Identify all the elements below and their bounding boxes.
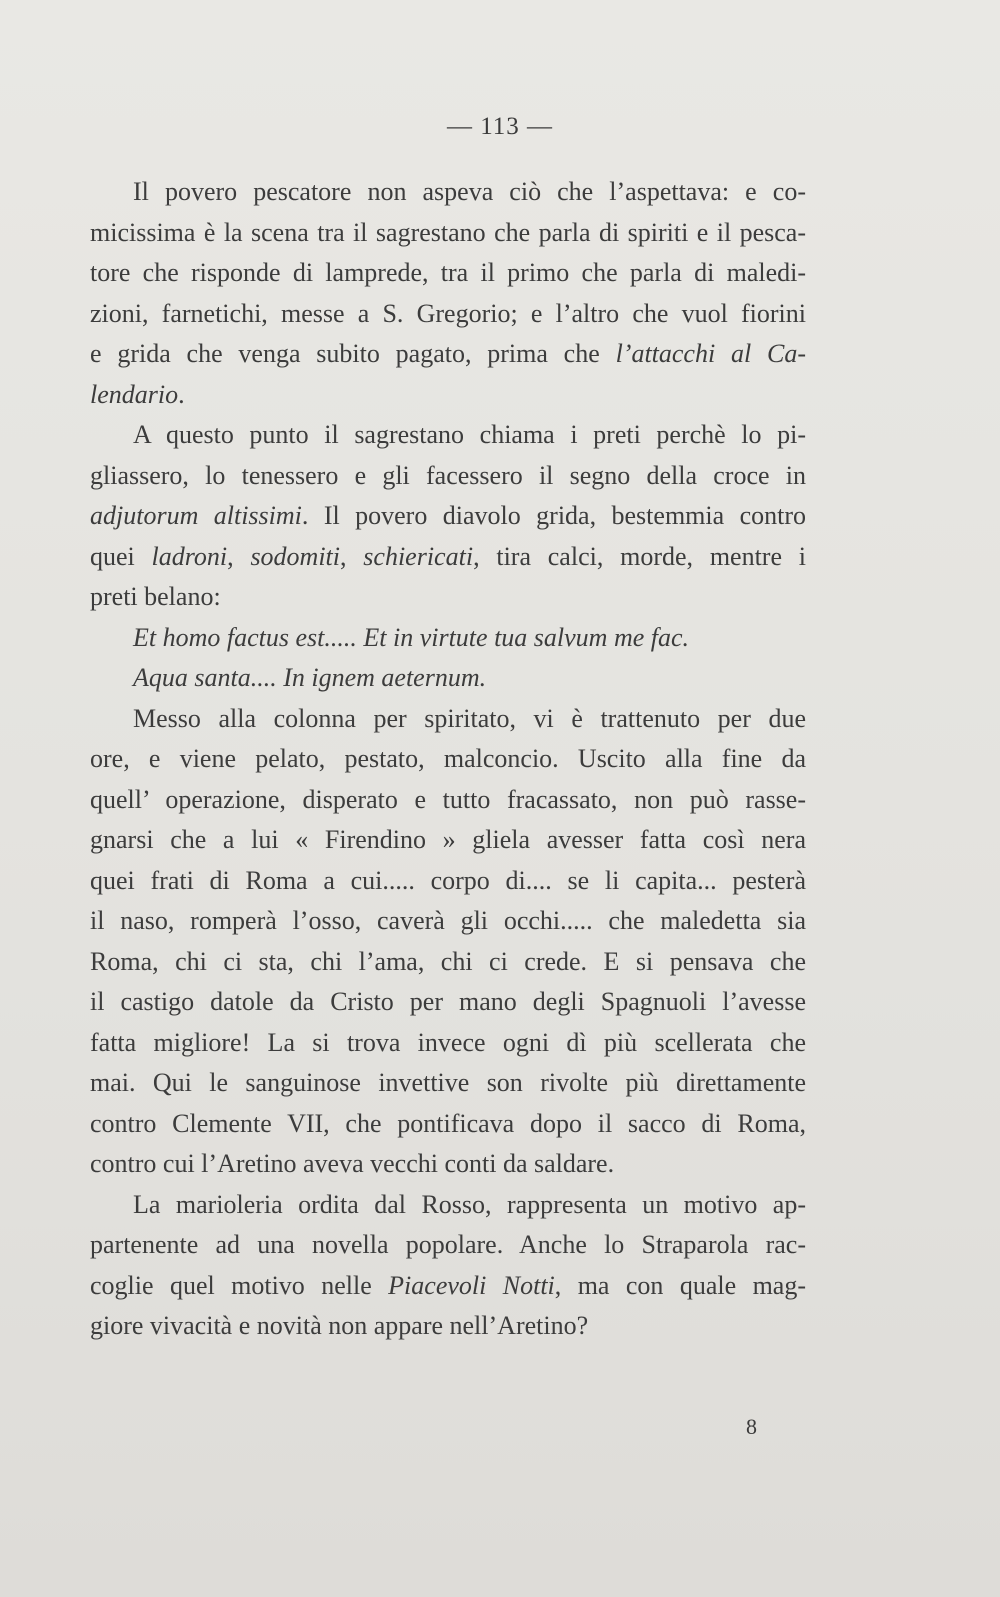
- text-run: , tira calci, morde, mentre i: [473, 541, 806, 571]
- text-run: micissima è la scena tra il sagrestano che parla di spiriti e il pesca-: [90, 217, 806, 247]
- text-run: Messo alla colonna per spiritato, vi è trattenuto per due: [133, 703, 806, 733]
- text-line: [90, 456, 806, 497]
- text-line: [90, 780, 806, 821]
- paragraph: [90, 172, 806, 415]
- text-line: [90, 699, 806, 740]
- paragraph: [90, 1185, 806, 1347]
- text-run: preti belano:: [90, 582, 221, 611]
- text-line: [90, 820, 806, 861]
- text-run: tore che risponde di lamprede, tra il primo che parla di maledi-: [90, 258, 806, 287]
- text-run: quei: [90, 541, 152, 571]
- text-line: [90, 982, 806, 1023]
- text-line: [90, 861, 806, 902]
- signature-mark: 8: [746, 1414, 757, 1439]
- text-line: [90, 415, 806, 456]
- text-run: ore, e viene pelato, pestato, malconcio. Uscito alla fine da: [90, 744, 806, 773]
- italic-text: ladroni: [151, 541, 228, 571]
- text-line: [90, 496, 806, 537]
- text-run: Roma, chi ci sta, chi l’ama, chi ci crede. E si pensava che: [90, 946, 806, 976]
- paragraph: [90, 415, 806, 618]
- text-line: [90, 294, 806, 335]
- italic-text: Aqua santa.... In ignem aeternum.: [133, 663, 487, 692]
- text-line: [90, 658, 806, 699]
- text-run: ,: [227, 541, 251, 571]
- text-line: [90, 213, 806, 254]
- text-line: [90, 739, 806, 780]
- text-run: , ma con quale mag-: [554, 1270, 806, 1300]
- text-line: [90, 537, 806, 578]
- text-run: quei frati di Roma a cui..... corpo di.... se li capita... pesterà: [90, 865, 806, 895]
- italic-text: sodomiti: [250, 541, 341, 571]
- text-run: partenente ad una novella popolare. Anche lo Straparola rac-: [90, 1230, 806, 1259]
- italic-text: Et homo factus est..... Et in virtute tua salvum me fac.: [133, 622, 690, 652]
- verse-block: [90, 618, 806, 699]
- text-run: La marioleria ordita dal Rosso, rappresenta un motivo ap-: [133, 1189, 806, 1219]
- text-line: [90, 901, 806, 942]
- text-run: A questo punto il sagrestano chiama i preti perchè lo pi-: [133, 420, 806, 449]
- italic-text: lendario: [90, 379, 179, 409]
- text-line: [90, 375, 806, 416]
- page-number: — 113 —: [446, 113, 554, 140]
- text-run: . Il povero diavolo grida, bestemmia contro: [301, 501, 806, 530]
- text-run: gnarsi che a lui « Firendino » gliela avesser fatta così nera: [90, 825, 806, 854]
- text-run: Il povero pescatore non aspeva ciò che l’aspettava: e co-: [133, 177, 806, 206]
- text-run: coglie quel motivo nelle: [90, 1270, 389, 1300]
- italic-text: l’attacchi al Ca-: [615, 339, 806, 368]
- text-line: [90, 1023, 806, 1064]
- body-text: [90, 172, 806, 1347]
- text-run: il naso, romperà l’osso, caverà gli occhi..... che maledetta sia: [90, 906, 806, 935]
- text-line: [90, 1185, 806, 1226]
- text-line: [90, 1225, 806, 1266]
- text-run: contro Clemente VII, che pontificava dopo il sacco di Roma,: [90, 1108, 806, 1138]
- text-run: mai. Qui le sanguinose invettive son rivolte più direttamente: [90, 1068, 806, 1097]
- italic-text: schiericati: [363, 541, 474, 571]
- text-run: quell’ operazione, disperato e tutto fracassato, non può rasse-: [90, 784, 806, 814]
- text-line: [90, 1306, 806, 1347]
- text-line: [90, 577, 806, 618]
- text-line: [90, 1104, 806, 1145]
- text-line: [90, 1144, 806, 1185]
- text-run: gliassero, lo tenessero e gli facessero il segno della croce in: [90, 460, 806, 490]
- text-run: contro cui l’Aretino aveva vecchi conti da saldare.: [90, 1149, 615, 1178]
- text-run: .: [178, 379, 185, 409]
- text-line: [90, 942, 806, 983]
- italic-text: adjutorum altissimi: [90, 501, 302, 530]
- text-run: ,: [340, 541, 364, 571]
- text-run: fatta migliore! La si trova invece ogni dì più scellerata che: [90, 1027, 806, 1057]
- italic-text: Piacevoli Notti: [388, 1270, 555, 1300]
- text-line: [90, 1266, 806, 1307]
- paragraph: [90, 699, 806, 1185]
- text-run: e grida che venga subito pagato, prima che: [90, 339, 616, 368]
- text-run: zioni, farnetichi, messe a S. Gregorio; e l’altro che vuol fiorini: [90, 298, 806, 328]
- text-line: [90, 253, 806, 294]
- text-run: il castigo datole da Cristo per mano degli Spagnuoli l’avesse: [90, 987, 806, 1016]
- text-run: giore vivacità e novità non appare nell’Aretino?: [90, 1311, 589, 1340]
- text-line: [90, 172, 806, 213]
- text-line: [90, 618, 806, 659]
- text-line: [90, 334, 806, 375]
- text-line: [90, 1063, 806, 1104]
